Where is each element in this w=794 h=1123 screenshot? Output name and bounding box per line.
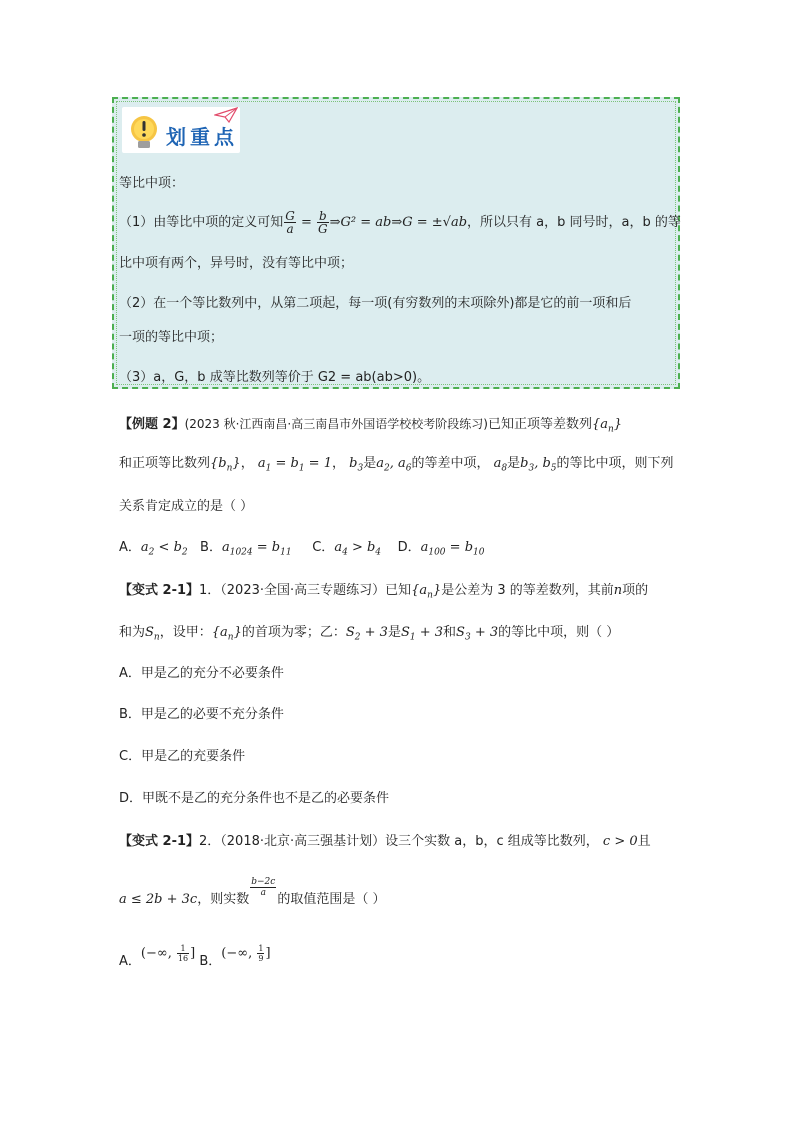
- key-item-2-line1: （2）在一个等比数列中，从第二项起，每一项(有穷数列的末项除外)都是它的前一项和后: [119, 296, 632, 311]
- variant1-text-mid: 是公差为 3 的等差数列，其前: [441, 583, 614, 598]
- variant2-line2: [119, 877, 385, 914]
- example2-tag: 【例题 2】: [119, 417, 185, 432]
- variant2-option-a-label: A．: [119, 954, 141, 969]
- math-n: n: [613, 583, 623, 598]
- variant1-text-l2c: 的首项为零；乙：: [241, 625, 346, 640]
- variant1-text-l2e: 和: [443, 625, 457, 640]
- math-a2-a6: $a_2$, $a_6$: [376, 456, 412, 474]
- key-item-2-line2: 一项的等比中项；: [119, 330, 224, 345]
- key-item-1-line2: 比中项有两个，异号时，没有等比中项；: [119, 256, 354, 271]
- option-a-math: $a_2 < b_2$: [140, 540, 188, 558]
- variant1-tag: 【变式 2-1】: [119, 583, 200, 598]
- variant1-text-l2f: 的等比中项，则（ ）: [498, 625, 620, 640]
- variant1-option-c: C．甲是乙的充要条件: [119, 749, 246, 764]
- variant2-line1: [119, 834, 651, 850]
- example2-line1-tail: 已知正项等差数列: [487, 417, 592, 432]
- key-item-1-math: ⇒G² = ab⇒G = ±√ab: [329, 215, 468, 230]
- example2-line3: 关系肯定成立的是（ ）: [119, 499, 254, 514]
- paper-plane-icon: [214, 107, 238, 123]
- example2-text-c: ，: [331, 456, 345, 471]
- example2-line2: [119, 456, 674, 477]
- badge-title: 划重点: [166, 125, 238, 149]
- math-s2-plus-3: $S_2 + 3$: [345, 625, 388, 643]
- variant1-option-a: A．甲是乙的充分不必要条件: [119, 666, 284, 681]
- lightbulb-icon: [126, 113, 162, 151]
- example2-text-g: 的等比中项，则下列: [556, 456, 674, 471]
- math-s1-plus-3: $S_1 + 3$: [400, 625, 444, 643]
- variant2-text-l2b: 的取值范围是（ ）: [277, 892, 386, 907]
- variant1-text-tail: 项的: [622, 583, 649, 598]
- variant1-text-l2d: 是: [387, 625, 401, 640]
- example2-source: (2023 秋·江西南昌·高三南昌市外国语学校校考阶段练习): [184, 417, 488, 431]
- example2-text-e: 的等差中项，: [411, 456, 490, 471]
- key-heading: 等比中项：: [119, 176, 185, 191]
- math-b3: $b_3$: [345, 456, 364, 474]
- option-d-label: D．: [397, 540, 421, 555]
- variant1-option-b: B．甲是乙的必要不充分条件: [119, 707, 284, 722]
- math-seq-bn: $\{b_n\}$: [210, 456, 241, 474]
- example2-text-a: 和正项等比数列: [119, 456, 211, 471]
- variant2-option-b-label: B．: [199, 954, 222, 969]
- fraction-b-over-g: $\frac{b}{G}$: [318, 209, 328, 236]
- variant2-option-b-math: (−∞, $\frac{1}{9}$ ]: [221, 944, 271, 963]
- example2-options: [119, 540, 484, 561]
- math-a1-b1: $a_1 = b_1 = 1$: [253, 456, 332, 474]
- variant2-text-num: 2．（2018·北京·高三强基计划）设三个实数 a，b，c 组成等比数列，: [199, 834, 599, 849]
- math-b3-b5: $b_3$, $b_5$: [520, 456, 557, 474]
- option-c-label: C．: [312, 540, 335, 555]
- variant2-option-a-math: (−∞, $\frac{1}{16}$ ]: [140, 944, 196, 963]
- option-d-math: $a_{100} = b_{10}$: [420, 540, 485, 558]
- variant2-options: [119, 942, 271, 974]
- math-a8: $a_8$: [489, 456, 508, 474]
- fraction-g-over-a: $\frac{G}{a}$: [285, 209, 295, 236]
- variant2-tag: 【变式 2-1】: [119, 834, 200, 849]
- variant2-text-l2a: ，则实数: [197, 892, 250, 907]
- example2-text-f: 是: [507, 456, 521, 471]
- variant1-text-l2a: 和为: [119, 625, 146, 640]
- math-seq-an-2: $\{a_n\}$: [411, 583, 442, 601]
- variant1-option-d: D．甲既不是乙的充分条件也不是乙的必要条件: [119, 791, 390, 806]
- key-item-1-prefix: （1）由等比中项的定义可知: [119, 215, 284, 230]
- variant1-line1: [119, 583, 648, 604]
- math-c-gt-0: c > 0: [598, 834, 638, 849]
- option-a-label: A．: [119, 540, 141, 555]
- key-point-badge: [122, 107, 240, 153]
- variant1-text-num: 1．（2023·全国·高三专题练习）已知: [199, 583, 412, 598]
- example2-text-d: 是: [363, 456, 377, 471]
- variant1-line2: [119, 625, 619, 646]
- key-item-3: （3）a，G，b 成等比数列等价于 G2 = ab(ab>0)。: [119, 370, 431, 385]
- key-item-1-suffix: ，所以只有 a，b 同号时，a，b 的等: [467, 215, 681, 230]
- math-s3-plus-3: $S_3 + 3$: [456, 625, 499, 643]
- variant2-text-tail: 且: [637, 834, 651, 849]
- math-sn: $S_n$: [145, 625, 160, 643]
- example2-text-b: ，: [240, 456, 254, 471]
- key-item-1: （1）由等比中项的定义可知 $\frac{G}{a}$ = $\frac{b}{G}$ ⇒G² = ab⇒G = ±√ab，所以只有 a，b 同号时，a，b 的等: [119, 209, 681, 236]
- example2-line1: [119, 416, 622, 438]
- math-seq-an: $\{a_n\}$: [591, 417, 623, 435]
- option-c-math: $a_4 > b_4$: [334, 540, 382, 558]
- variant1-text-l2b: ，设甲：: [159, 625, 212, 640]
- option-b-math: $a_{1024} = b_{11}$: [221, 540, 292, 558]
- math-a-le-2b-3c: a ≤ 2b + 3c: [119, 892, 198, 907]
- math-seq-an-3: $\{a_n\}$: [211, 625, 242, 643]
- option-b-label: B．: [200, 540, 222, 555]
- fraction-b-2c-over-a: $\frac{b-2c}{a}$: [251, 877, 276, 898]
